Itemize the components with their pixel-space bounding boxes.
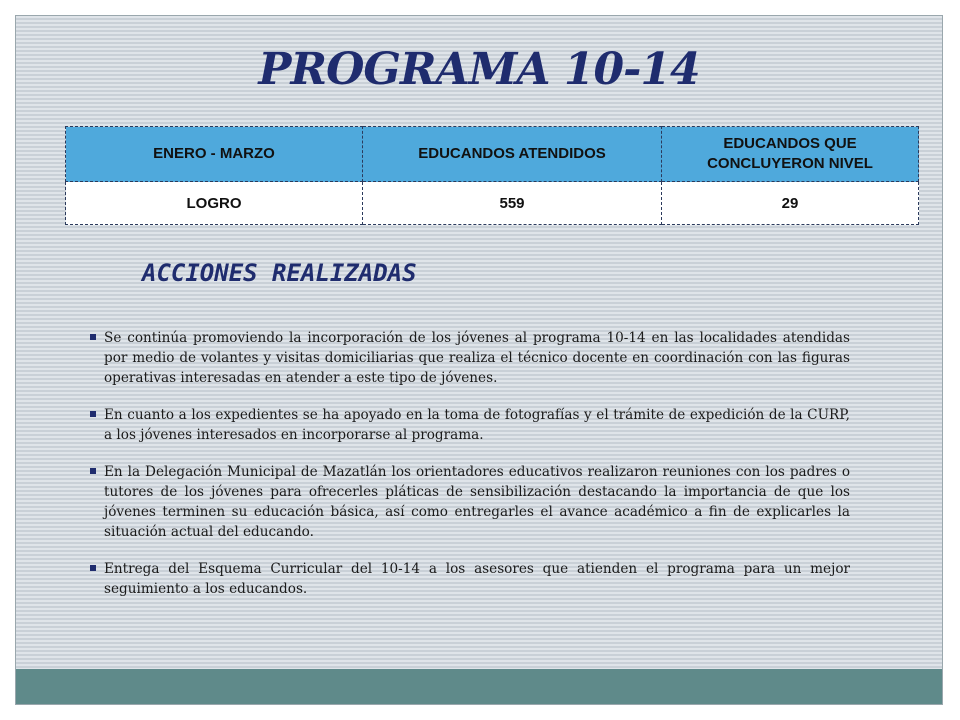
list-item-text: En cuanto a los expedientes se ha apoyado en la toma de fotografías y el trámite de expedición de la CURP, a los jóvenes interesados en incorporarse al programa. bbox=[104, 407, 850, 443]
slide bbox=[15, 15, 943, 705]
list-item bbox=[88, 462, 850, 542]
list-item-text: Entrega del Esquema Curricular del 10-14 a los asesores que atienden el programa para un mejor seguimiento a los educandos. bbox=[104, 561, 850, 597]
table-header-cell: ENERO - MARZO bbox=[66, 127, 363, 182]
list-item bbox=[88, 559, 850, 599]
footer-bar bbox=[16, 669, 942, 704]
results-table bbox=[65, 126, 919, 225]
actions-list bbox=[88, 328, 850, 616]
table-cell: LOGRO bbox=[66, 182, 363, 225]
list-item-text: Se continúa promoviendo la incorporación de los jóvenes al programa 10-14 en las localidades atendidas por medio de volantes y visitas domiciliarias que realiza el técnico docente en coordinación con las figuras operativas interesadas en atender a este tipo de jóvenes. bbox=[104, 330, 850, 386]
table-header-cell: EDUCANDOS QUE CONCLUYERON NIVEL bbox=[662, 127, 919, 182]
table-header-row bbox=[66, 127, 919, 182]
list-item bbox=[88, 328, 850, 388]
square-bullet-icon bbox=[90, 468, 96, 474]
table-cell: 29 bbox=[662, 182, 919, 225]
square-bullet-icon bbox=[90, 411, 96, 417]
table-header-cell: EDUCANDOS ATENDIDOS bbox=[363, 127, 662, 182]
table-cell: 559 bbox=[363, 182, 662, 225]
square-bullet-icon bbox=[90, 334, 96, 340]
list-item-text: En la Delegación Municipal de Mazatlán los orientadores educativos realizaron reuniones con los padres o tutores de los jóvenes para ofrecerles pláticas de sensibilización destacando la importancia de que los jóvenes terminen su educación básica, así como entregarles el avance académico a fin de explicarles la situación actual del educando. bbox=[104, 464, 850, 540]
square-bullet-icon bbox=[90, 565, 96, 571]
list-item bbox=[88, 405, 850, 445]
page-title: PROGRAMA 10-14 bbox=[258, 44, 700, 95]
table-row bbox=[66, 182, 919, 225]
section-title: ACCIONES REALIZADAS bbox=[142, 259, 417, 287]
